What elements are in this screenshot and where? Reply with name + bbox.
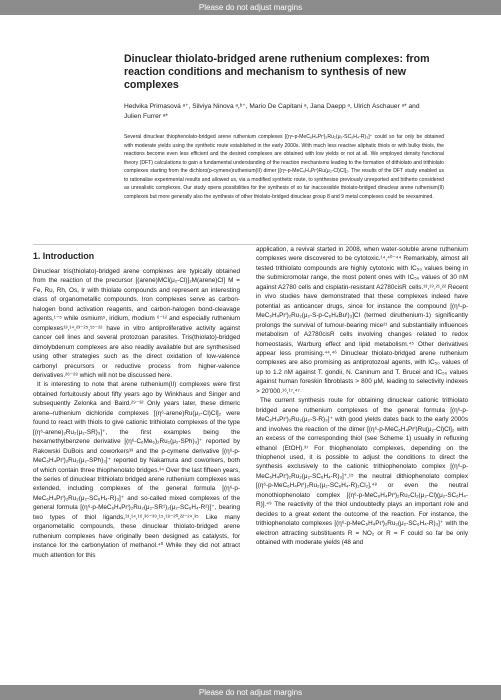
paragraph: The current synthesis route for obtaining dinuclear cationic trithiolato bridged arene ruthenium complexes of the general formula [(η⁶-p-MeC₆H₄Prⁱ)₂Ru₂(μ₂-S-R)₃]⁺ with good yields dates back to the early 2000s and involves the reaction of the dimer [(η⁶-p-MeC₆H₄Prⁱ)Ru(μ₂-Cl)Cl]₂ with an excess of the corresponding thiol (see Scheme 1) usually in refluxing ethanol (EtOH).³⁷ For thiophenolato complexes, depending on the thiophenol used, it is possible to adjust the conditions to direct the synthesis exclusively to the cationic trithiophenolato complex [(η⁶-p-MeC₆H₄Prⁱ)₂Ru₂(μ₂-SC₆H₄-R)₃]⁺,¹⁵ the neutral dithiophenolato complex [(η⁶-p-MeC₆H₄Prⁱ)₂Ru₂(μ₂-SC₆H₄-R)₂Cl₂],⁴⁸ or even the neutral monothiophenolato complex [(η⁶-p-MeC₆H₄Prⁱ)₂Ru₂Cl₂(μ₂-Cl)(μ₂-SC₆H₄-R)].⁴⁹ The reactivity of the thiol undoubtedly plays an important role and decides to a great extent the outcome of the reaction. For instance, the trithiophenolato complexes [(η⁶-p-MeC₆H₄Prⁱ)₂Ru₂(μ₂-SC₆H₄-R)₃]⁺ with the electron attracting substituents R = NO₂ or R = F could so far be only obtained with moderate yields (48 and bbox=[256, 397, 468, 547]
margin-banner-bottom: Please do not adjust margins bbox=[0, 685, 501, 700]
left-column bbox=[33, 267, 240, 560]
author-line: Julien Furrer ᵃ* bbox=[124, 113, 168, 120]
author-line: Hedvika Primasová ᵃ⁺, Silviya Ninova ᵃ,ᵇ⁺, Mario De Capitani ᵃ, Jana Daepp ᵃ, Ulrich Aschauer ᵃ* and bbox=[124, 103, 420, 110]
paper-title: Dinuclear thiolato-bridged arene ruthenium complexes: from reaction conditions and mechanism to synthesis of new complexes bbox=[124, 53, 430, 91]
section-heading: 1. Introduction bbox=[33, 251, 95, 261]
right-column bbox=[256, 245, 468, 548]
margin-banner-top: Please do not adjust margins bbox=[0, 0, 501, 15]
author-list bbox=[124, 102, 444, 122]
abstract: Several dinuclear thiophenolato-bridged arene ruthenium complexes [(η⁶-p-MeC₆H₄Prⁱ)₂Ru₂(μ₂-SC₆H₄-R)₃]⁺ could so far only be obtained with moderate yields using the synthetic route established in the early 2000s. With much less reactive aliphatic thiols or with bulky thiols, the reactions become even less efficient and the desired complexes are obtained with low yields or not at all. We employed density functional theory (DFT) calculations to gain a fundamental understanding of the reaction mechanisms leading to the formation of dithiolato and trithiolato complexes starting from the dichloro(p-cymene)ruthenium(II) dimer [(η⁶-p-MeC₆H₄Prⁱ)Ru(μ₂-Cl)Cl]₂. The results of the DFT study enabled us to rationalise experimental results and allowed us, via a modified synthetic route, to synthesise previously unreported and hitherto considered as unrealistic complexes. Our study opens possibilities for the synthesis of so far inaccessible thiolato-bridged dinuclear arene ruthenium(II) complexes but more generally also the synthesis of other thiolato-bridged dinuclear group 8 and 9 metal complexes could be reexamined. bbox=[124, 134, 444, 200]
paragraph: It is interesting to note that arene ruthenium(II) complexes were first obtained fortuitously about fifty years ago by Winkhaus and Singer and subsequently Zelonka and Baird.²⁹⁻³² Only years later, these dimeric arene–ruthenium dichloride complexes [(η⁶-arene)Ru(μ₂-Cl)Cl]₂ were found to react with thiols to give cationic trithiolato complexes of the type [(η⁶-arene)₂Ru₂(μ₂-SR)₃]⁺, the first examples being the hexamethylbenzene derivative [(η⁶-C₆Me₆)₂Ru₂(μ₂-SPh)₃]⁺ reported by Rakowski DuBois and coworkers³³ and the p-cymene derivative [(η⁶-p-MeC₆H₄Prⁱ)₂Ru₂(μ₂-SPh)₃]⁺ reported by Nakamura and coworkers, both of which contain three thiophenolato bridges.³⁴ Over the last fifteen years, the series of dinuclear trithiolato bridged arene ruthenium complexes was extended, including complexes of the general formula [(η⁶-p-MeC₆H₄Prⁱ)₂Ru₂(μ₂-SC₆H₄-R)₃]⁺ and so-called mixed complexes of the general formula [(η⁶-p-MeC₆H₄Prⁱ)₂Ru₂(μ₂-SR¹)₂(μ₂-SC₆H₄-R²)]⁺, bearing two types of thiol ligands,¹³,¹⁴,¹⁶,³⁶⁻³⁹,¹⁵,¹⁸⁻²⁰,²²⁻²⁴,³⁵ Like many organometallic compounds, these dinuclear thiolato-bridged arene ruthenium complexes have originally been designed as catalysts, for instance for the carbonylation of methanol.⁴⁰ While they did not attract much attention for this bbox=[33, 381, 240, 559]
paragraph: Dinuclear tris(thiolato)-bridged arene complexes are typically obtained from the reaction of the precursor [(arene)MCl(μ₂-Cl)]₂M(arene)Cl] M = Fe, Ru, Rh, Os, Ir with thiolate compounds and represent an interesting class of organometallic compounds. Iron complexes serve as carbon-halogen bond activation reagents, and carbon-halogen bond-cleavage agents,¹⁻⁵ while osmium⁵, iridium, rhodium ⁶⁻¹² and especially ruthenium complexes¹³,¹⁴,²³⁻²⁵,¹⁵⁻²² have in vitro antiproliferative activity against cancer cell lines and several protozoan parasites. Tris(thiolato)-bridged dimolybdenum complexes are also readily available but are synthesised using other strategies such as the direct oxidation of low-valence carbonyl precursors or reductive process from higher-valence derivatives.²⁶⁻²⁸ which will not be discussed here. bbox=[33, 268, 240, 379]
paragraph: application, a revival started in 2008, when water-soluble arene ruthenium complexes were discovered to be cytotoxic.¹⁴,⁴⁰⁻⁴⁴ Remarkably, almost all tested trithiolato compounds are highly cytotoxic with IC₅₀ values being in the submicromolar range, the most potent ones with IC₅₀ values of 30 nM against A2780 cells and cisplatin-resistant A2780cisR cells.¹³,¹⁹,²¹,²² Recent in vivo studies have demonstrated that these complexes indeed have potential as anticancer drugs, since for instance the compound [(η⁶-p-MeC₆H₄Prⁱ)₂Ru₂(μ₂-S-p-C₆H₄Buᵗ)₃]Cl (termed diruthenium-1) significantly prolongs the survival of tumour-bearing mice²¹ and substantially influences metabolism of A2780cisR cells involving changes related to redox homeostasis, Warburg effect and lipid metabolism.⁴⁵ Other derivatives appear less promising.⁴⁴,⁴⁶ Dinuclear thiolato-bridged arene ruthenium complexes are also promising as antiprotozoal agents, with IC₅₀ values of up to 1.2 nM against T. gondii, N. Caninum and T. Brucei and IC₅₀ values against human foreskin fibroblasts > 800 μM, leading to selectivity indexes > 20'000.¹⁶,¹⁷,⁴⁷ bbox=[256, 246, 468, 395]
